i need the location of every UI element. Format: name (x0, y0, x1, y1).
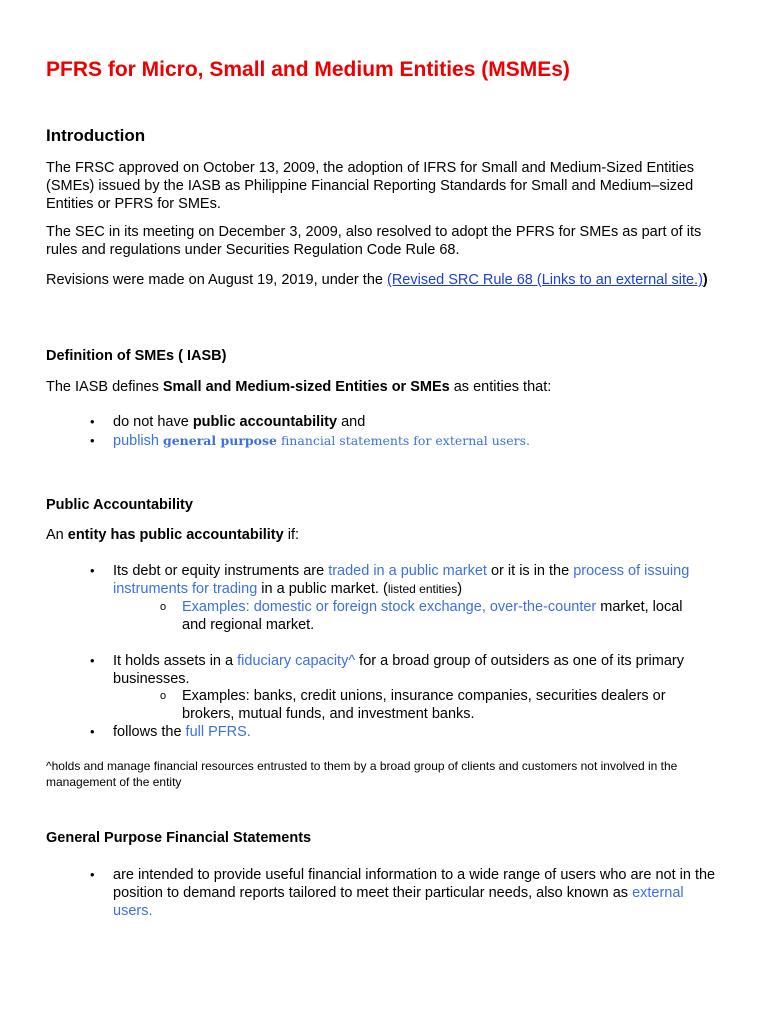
bullet-icon: • (90, 867, 95, 882)
bullet-icon: • (90, 414, 95, 429)
section-heading-introduction: Introduction (46, 126, 146, 145)
bullet-icon: • (90, 433, 95, 448)
intro-paragraph-2: The SEC in its meeting on December 3, 2009, also resolved to adopt the PFRS for SMEs as part of its rules and regulations under Securities Regulation Code Rule 68. (46, 224, 702, 258)
intro-paragraph-1: The FRSC approved on October 13, 2009, the adoption of IFRS for Small and Medium-Sized Entities (SMEs) issued by the IASB as Philippine Financial Reporting Standards for Small and Medium–sized Entities or PFRS for SMEs. (46, 160, 695, 212)
bullet-icon: • (90, 653, 95, 668)
sub-bullet-icon: o (160, 601, 167, 613)
bullet-icon: • (90, 563, 95, 578)
full-pfrs-link[interactable]: full PFRS. (185, 724, 251, 740)
public-accountability-lead: An entity has public accountability if: (46, 527, 300, 543)
fiduciary-capacity-link[interactable]: fiduciary capacity^ (237, 653, 356, 669)
footnote: ^holds and manage financial resources entrusted to them by a broad group of clients and customers not involved in the management of the entity (46, 759, 678, 789)
page-title: PFRS for Micro, Small and Medium Entities (MSMEs) (46, 58, 570, 81)
bullet-icon: • (90, 724, 95, 739)
section-heading-definition: Definition of SMEs ( IASB) (46, 348, 227, 364)
section-heading-gpfs: General Purpose Financial Statements (46, 830, 312, 846)
section-heading-public-accountability: Public Accountability (46, 497, 193, 513)
revised-src-rule-68-link[interactable]: (Revised SRC Rule 68 (Links to an external site.) (386, 272, 703, 288)
process-of-issuing-link[interactable]: process of issuing instruments for trading (113, 563, 690, 597)
intro-paragraph-3: Revisions were made on August 19, 2019, under the (Revised SRC Rule 68 (Links to an external site.)) (46, 272, 708, 288)
external-users-link[interactable]: external users. (113, 885, 684, 919)
definition-lead: The IASB defines Small and Medium-sized Entities or SMEs as entities that: (46, 379, 552, 395)
sub-bullet-icon: o (160, 690, 167, 702)
traded-in-public-market-link[interactable]: traded in a public market (328, 563, 487, 579)
